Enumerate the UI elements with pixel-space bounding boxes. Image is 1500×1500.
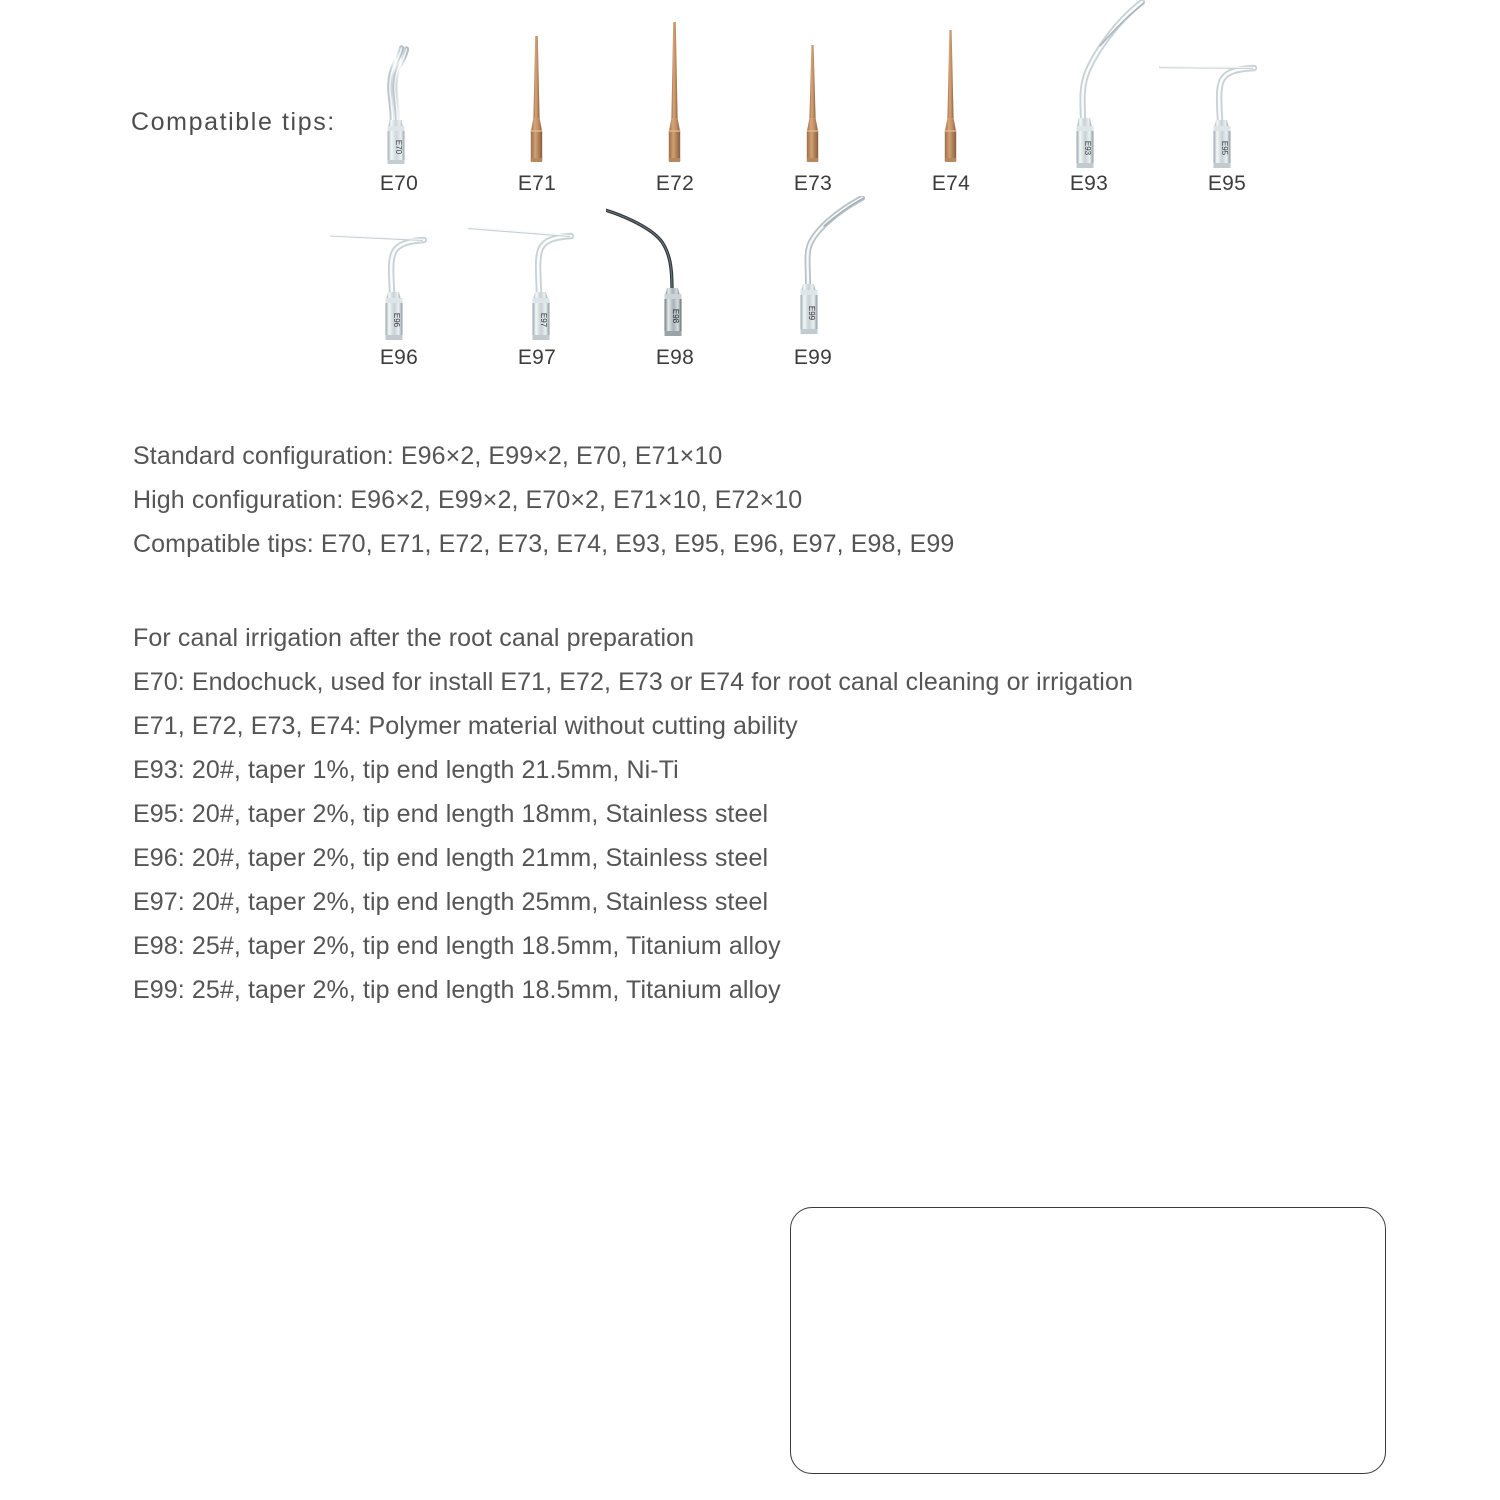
- detail-line-e96: E96: 20#, taper 2%, tip end length 21mm, Stainless steel: [133, 844, 769, 872]
- barrel-engraving-e99: E99: [807, 305, 816, 321]
- tip-item-e97[interactable]: [468, 196, 606, 381]
- tip-label-e70: E70: [379, 172, 419, 195]
- detail-line-e97: E97: 20#, taper 2%, tip end length 25mm, Stainless steel: [133, 888, 769, 916]
- tip-label-e93: E93: [1069, 172, 1109, 195]
- blank-rounded-card: [790, 1207, 1386, 1474]
- detail-line-intro: For canal irrigation after the root canal preparation: [133, 624, 695, 652]
- tip-label-e96: E96: [379, 346, 419, 369]
- barrel-engraving-e97: E97: [539, 312, 548, 328]
- tip-label-e95: E95: [1207, 172, 1247, 195]
- detail-line-e71-74: E71, E72, E73, E74: Polymer material without cutting ability: [133, 712, 798, 740]
- tip-gallery-row-2: [330, 196, 950, 381]
- tip-label-e98: E98: [655, 346, 695, 369]
- config-line-standard: Standard configuration: E96×2, E99×2, E70, E71×10: [133, 442, 723, 470]
- tip-item-e98[interactable]: [606, 196, 744, 381]
- tip-label-e97: E97: [517, 346, 557, 369]
- tip-gallery-row-1: [330, 0, 1330, 200]
- detail-line-e95: E95: 20#, taper 2%, tip end length 18mm, Stainless steel: [133, 800, 769, 828]
- configuration-block: [133, 434, 954, 566]
- straight-steel-file-icon: [1158, 0, 1296, 200]
- config-line-compatible: Compatible tips: E70, E71, E72, E73, E74, E93, E95, E96, E97, E98, E99: [133, 530, 955, 558]
- detail-line-e99: E99: 25#, taper 2%, tip end length 18.5mm, Titanium alloy: [133, 976, 781, 1004]
- tip-item-e73[interactable]: [744, 0, 882, 200]
- polymer-needle-icon: [882, 0, 1020, 200]
- polymer-needle-icon: [606, 0, 744, 200]
- tip-details-block: [133, 616, 1133, 1012]
- tip-label-e71: E71: [517, 172, 557, 195]
- tip-item-e72[interactable]: [606, 0, 744, 200]
- tip-label-e72: E72: [655, 172, 695, 195]
- config-line-high: High configuration: E96×2, E99×2, E70×2, E71×10, E72×10: [133, 486, 803, 514]
- tip-item-e95[interactable]: [1158, 0, 1296, 200]
- detail-line-e93: E93: 20#, taper 1%, tip end length 21.5mm, Ni-Ti: [133, 756, 679, 784]
- tip-item-e93[interactable]: [1020, 0, 1158, 200]
- detail-line-e98: E98: 25#, taper 2%, tip end length 18.5mm, Titanium alloy: [133, 932, 781, 960]
- polymer-needle-icon: [744, 0, 882, 200]
- polymer-needle-icon: [468, 0, 606, 200]
- tip-item-e70[interactable]: [330, 0, 468, 200]
- barrel-engraving-e70: E70: [394, 139, 403, 155]
- barrel-engraving-e93: E93: [1083, 140, 1092, 156]
- barrel-engraving-e96: E96: [392, 312, 401, 328]
- scaler-endochuck-icon: [330, 0, 468, 200]
- tip-label-e73: E73: [793, 172, 833, 195]
- tip-item-e99[interactable]: [744, 196, 882, 381]
- compatible-tips-heading: Compatible tips:: [131, 108, 336, 136]
- tip-label-e99: E99: [793, 346, 833, 369]
- tip-label-e74: E74: [931, 172, 971, 195]
- barrel-engraving-e95: E95: [1220, 140, 1229, 156]
- tip-item-e74[interactable]: [882, 0, 1020, 200]
- barrel-engraving-e98: E98: [671, 308, 680, 324]
- curved-niti-file-icon: [1020, 0, 1158, 200]
- tip-item-e96[interactable]: [330, 196, 468, 381]
- detail-line-e70: E70: Endochuck, used for install E71, E72, E73 or E74 for root canal cleaning or irrigation: [133, 668, 1133, 696]
- tip-item-e71[interactable]: [468, 0, 606, 200]
